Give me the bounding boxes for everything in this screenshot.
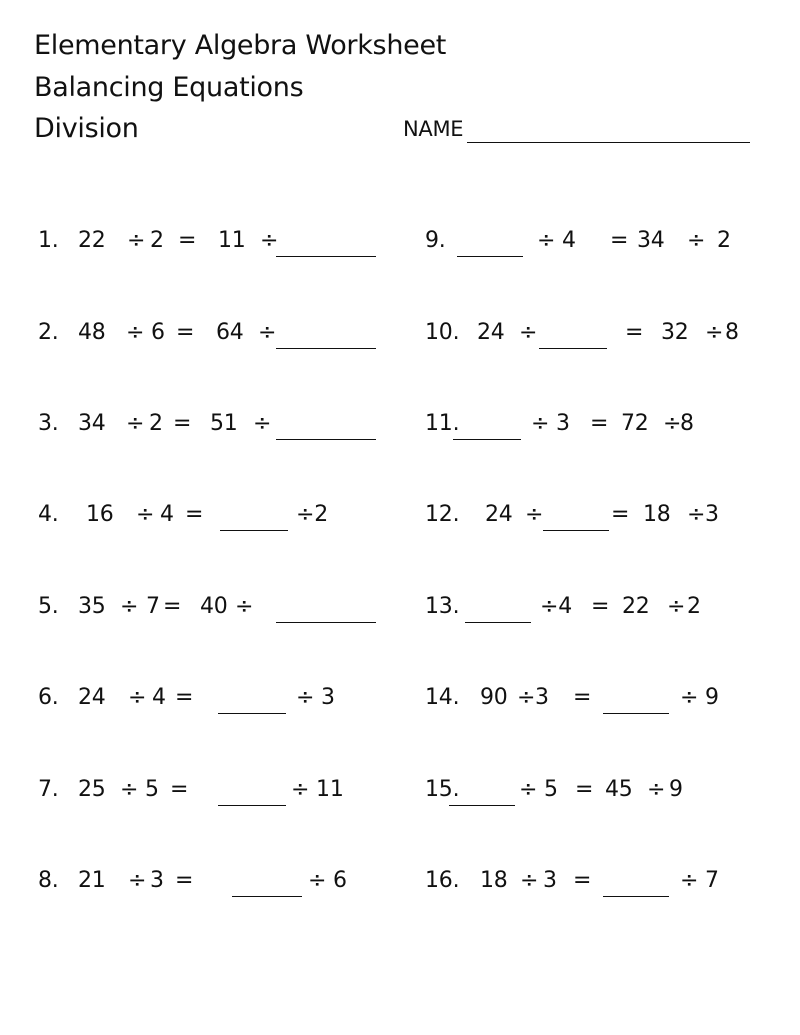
equation-term: ÷ bbox=[520, 868, 539, 893]
equation-term: 4 bbox=[160, 502, 174, 527]
equation-term: = bbox=[163, 594, 182, 619]
equation-term: 72 bbox=[621, 411, 649, 436]
problem-5 bbox=[38, 588, 378, 628]
problem-10 bbox=[425, 314, 765, 354]
equation-term: 2 bbox=[717, 228, 731, 253]
equation-term: ÷ 3 bbox=[296, 685, 335, 710]
equation-term: ÷ bbox=[120, 594, 139, 619]
answer-blank[interactable] bbox=[232, 896, 302, 897]
equation-term: 3 bbox=[705, 502, 719, 527]
answer-blank[interactable] bbox=[539, 348, 607, 349]
equation-term: = bbox=[178, 228, 197, 253]
equation-term: 18 bbox=[643, 502, 671, 527]
equation-term: ÷ 4 bbox=[537, 228, 576, 253]
equation-term: 22 bbox=[622, 594, 650, 619]
equation-term: = bbox=[170, 777, 189, 802]
equation-term: 22 bbox=[78, 228, 106, 253]
problem-number: 1. bbox=[38, 228, 59, 253]
equation-term: ÷ bbox=[260, 228, 279, 253]
equation-term: 2 bbox=[687, 594, 701, 619]
equation-term: ÷ bbox=[525, 502, 544, 527]
problem-12 bbox=[425, 496, 765, 536]
equation-term: ÷ bbox=[120, 777, 139, 802]
problem-number: 14. bbox=[425, 685, 460, 710]
problem-number: 8. bbox=[38, 868, 59, 893]
answer-blank[interactable] bbox=[276, 439, 376, 440]
problem-number: 2. bbox=[38, 320, 59, 345]
equation-term: 45 bbox=[605, 777, 633, 802]
equation-term: = bbox=[591, 594, 610, 619]
equation-term: ÷ bbox=[647, 777, 666, 802]
equation-term: ÷ 5 bbox=[519, 777, 558, 802]
equation-term: = bbox=[176, 320, 195, 345]
equation-term: 2 bbox=[149, 411, 163, 436]
equation-term: ÷ bbox=[667, 594, 686, 619]
problem-3 bbox=[38, 405, 378, 445]
equation-term: 8 bbox=[725, 320, 739, 345]
answer-blank[interactable] bbox=[218, 805, 286, 806]
equation-term: = bbox=[185, 502, 204, 527]
equation-term: 7 bbox=[146, 594, 160, 619]
problem-number: 10. bbox=[425, 320, 460, 345]
equation-term: ÷ bbox=[126, 320, 145, 345]
answer-blank[interactable] bbox=[276, 622, 376, 623]
equation-term: ÷ bbox=[258, 320, 277, 345]
problem-16 bbox=[425, 862, 765, 902]
problem-number: 6. bbox=[38, 685, 59, 710]
equation-term: ÷ 9 bbox=[680, 685, 719, 710]
equation-term: = bbox=[611, 502, 630, 527]
answer-blank[interactable] bbox=[220, 530, 288, 531]
equation-term: ÷ bbox=[127, 228, 146, 253]
equation-term: ÷ bbox=[517, 685, 536, 710]
answer-blank[interactable] bbox=[543, 530, 609, 531]
equation-term: = bbox=[173, 411, 192, 436]
equation-term: 2 bbox=[150, 228, 164, 253]
equation-term: ÷4 bbox=[540, 594, 573, 619]
answer-blank[interactable] bbox=[453, 439, 521, 440]
equation-term: = bbox=[575, 777, 594, 802]
worksheet-subtitle: Balancing Equations bbox=[34, 72, 304, 103]
equation-term: 32 bbox=[661, 320, 689, 345]
answer-blank[interactable] bbox=[603, 896, 669, 897]
problem-number: 4. bbox=[38, 502, 59, 527]
problem-2 bbox=[38, 314, 378, 354]
equation-term: 3 bbox=[543, 868, 557, 893]
answer-blank[interactable] bbox=[218, 713, 286, 714]
equation-term: 90 bbox=[480, 685, 508, 710]
equation-term: ÷ bbox=[687, 228, 706, 253]
equation-term: 6 bbox=[151, 320, 165, 345]
equation-term: 34 bbox=[78, 411, 106, 436]
equation-term: ÷ bbox=[253, 411, 272, 436]
equation-term: 64 bbox=[216, 320, 244, 345]
answer-blank[interactable] bbox=[276, 348, 376, 349]
name-answer-line[interactable] bbox=[467, 142, 750, 143]
equation-term: ÷ bbox=[128, 868, 147, 893]
problem-number: 15. bbox=[425, 777, 460, 802]
name-field[interactable] bbox=[403, 113, 750, 143]
problem-number: 12. bbox=[425, 502, 460, 527]
equation-term: 24 bbox=[485, 502, 513, 527]
equation-term: 24 bbox=[78, 685, 106, 710]
equation-term: 21 bbox=[78, 868, 106, 893]
problem-13 bbox=[425, 588, 765, 628]
answer-blank[interactable] bbox=[457, 256, 523, 257]
equation-term: 4 bbox=[152, 685, 166, 710]
equation-term: 35 bbox=[78, 594, 106, 619]
problem-6 bbox=[38, 679, 378, 719]
problem-number: 9. bbox=[425, 228, 446, 253]
equation-term: 5 bbox=[145, 777, 159, 802]
problem-4 bbox=[38, 496, 378, 536]
equation-term: = bbox=[573, 685, 592, 710]
equation-term: 51 bbox=[210, 411, 238, 436]
problem-11 bbox=[425, 405, 765, 445]
answer-blank[interactable] bbox=[603, 713, 669, 714]
equation-term: = bbox=[625, 320, 644, 345]
problem-7 bbox=[38, 771, 378, 811]
equation-term: = bbox=[175, 685, 194, 710]
equation-term: ÷ bbox=[235, 594, 254, 619]
equation-term: 48 bbox=[78, 320, 106, 345]
equation-term: ÷ 11 bbox=[291, 777, 344, 802]
equation-term: ÷ 3 bbox=[531, 411, 570, 436]
equation-term: 3 bbox=[535, 685, 549, 710]
equation-term: 3 bbox=[150, 868, 164, 893]
equation-term: ÷ bbox=[128, 685, 147, 710]
equation-term: 16 bbox=[86, 502, 114, 527]
equation-term: = bbox=[175, 868, 194, 893]
problem-8 bbox=[38, 862, 378, 902]
answer-blank[interactable] bbox=[465, 622, 531, 623]
problem-number: 11. bbox=[425, 411, 460, 436]
equation-term: = bbox=[573, 868, 592, 893]
equation-term: 40 bbox=[200, 594, 228, 619]
equation-term: 25 bbox=[78, 777, 106, 802]
worksheet-title: Elementary Algebra Worksheet bbox=[34, 30, 447, 61]
problem-1 bbox=[38, 222, 378, 262]
answer-blank[interactable] bbox=[449, 805, 515, 806]
problem-number: 16. bbox=[425, 868, 460, 893]
equation-term: ÷ bbox=[687, 502, 706, 527]
problem-9 bbox=[425, 222, 765, 262]
problem-number: 7. bbox=[38, 777, 59, 802]
equation-term: 24 bbox=[477, 320, 505, 345]
equation-term: 11 bbox=[218, 228, 246, 253]
problem-number: 3. bbox=[38, 411, 59, 436]
name-label: NAME bbox=[403, 117, 464, 141]
equation-term: = bbox=[610, 228, 629, 253]
equation-term: 8 bbox=[680, 411, 694, 436]
equation-term: 9 bbox=[669, 777, 683, 802]
problem-number: 13. bbox=[425, 594, 460, 619]
equation-term: ÷ 6 bbox=[308, 868, 347, 893]
equation-term: ÷ bbox=[136, 502, 155, 527]
problem-15 bbox=[425, 771, 765, 811]
worksheet-topic: Division bbox=[34, 113, 139, 144]
answer-blank[interactable] bbox=[276, 256, 376, 257]
equation-term: ÷ 7 bbox=[680, 868, 719, 893]
problem-number: 5. bbox=[38, 594, 59, 619]
problem-14 bbox=[425, 679, 765, 719]
equation-term: ÷ bbox=[663, 411, 682, 436]
equation-term: ÷ bbox=[126, 411, 145, 436]
equation-term: = bbox=[590, 411, 609, 436]
equation-term: 34 bbox=[637, 228, 665, 253]
equation-term: 18 bbox=[480, 868, 508, 893]
equation-term: ÷ bbox=[705, 320, 724, 345]
equation-term: ÷2 bbox=[296, 502, 329, 527]
equation-term: ÷ bbox=[519, 320, 538, 345]
